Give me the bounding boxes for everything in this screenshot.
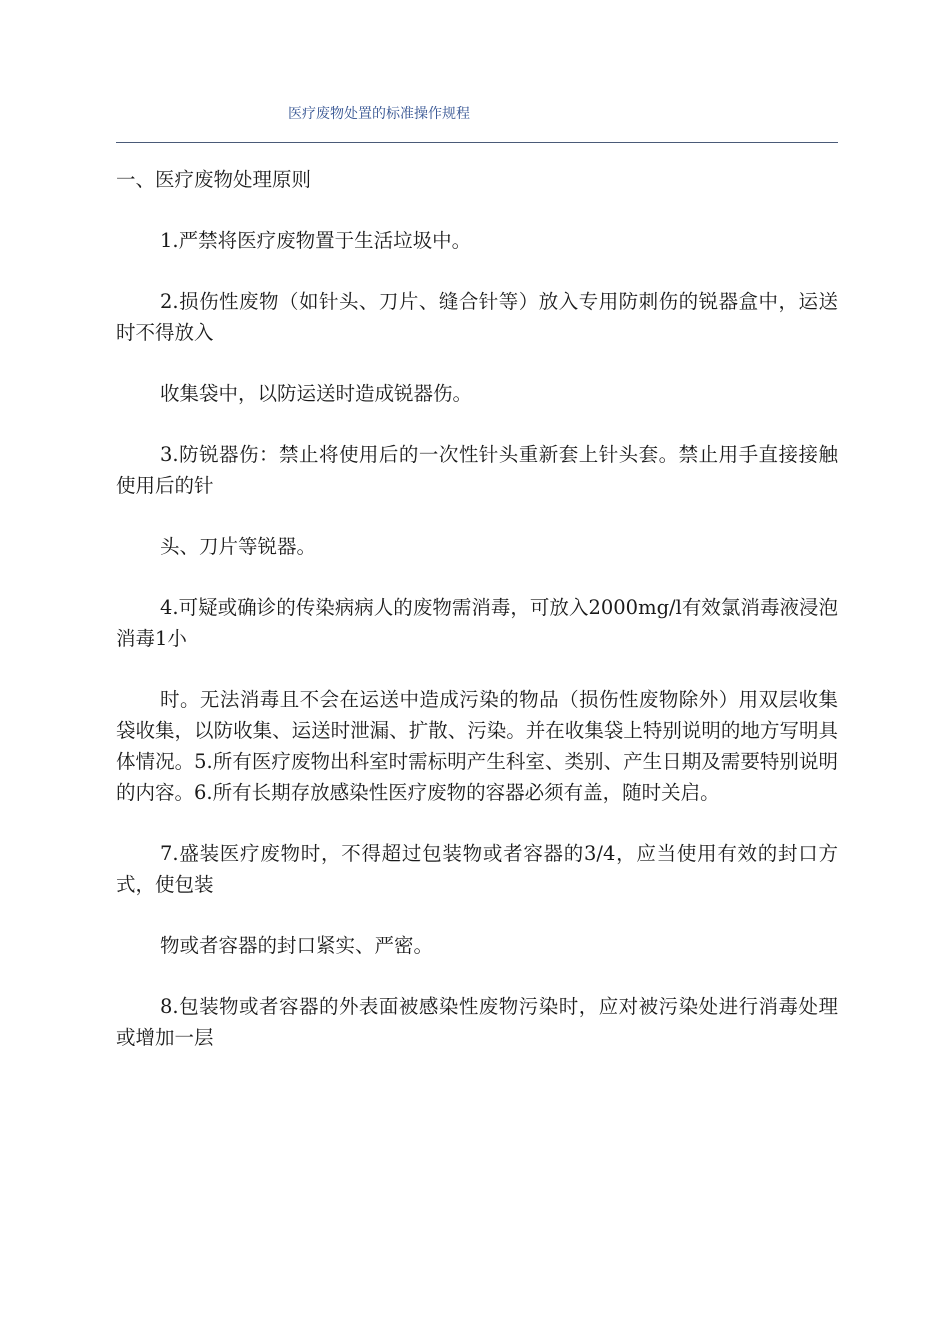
document-header-title: 医疗废物处置的标准操作规程 [288, 106, 470, 122]
paragraph: 时。无法消毒且不会在运送中造成污染的物品（损伤性废物除外）用双层收集袋收集，以防收集、运送时泄漏、扩散、污染。并在收集袋上特别说明的地方写明具体情况。5.所有医疗废物出科室时需标明产生科室、类别、产生日期及需要特别说明的内容。6.所有长期存放感染性医疗废物的容器必须有盖，随时关启。 [116, 688, 838, 804]
paragraph: 头、刀片等锐器。 [160, 535, 317, 558]
paragraph: 物或者容器的封口紧实、严密。 [160, 934, 434, 957]
document-body [116, 164, 838, 1083]
paragraph: 4.可疑或确诊的传染病病人的废物需消毒，可放入2000mg/l有效氯消毒液浸泡消毒1小 [116, 596, 838, 650]
header-divider [116, 142, 838, 143]
paragraph: 7.盛装医疗废物时，不得超过包装物或者容器的3/4，应当使用有效的封口方式，使包装 [116, 842, 838, 896]
paragraph: 2.损伤性废物（如针头、刀片、缝合针等）放入专用防刺伤的锐器盒中，运送时不得放入 [116, 290, 838, 344]
paragraph: 8.包装物或者容器的外表面被感染性废物污染时，应对被污染处进行消毒处理或增加一层 [116, 995, 838, 1049]
paragraph: 3.防锐器伤：禁止将使用后的一次性针头重新套上针头套。禁止用手直接接触使用后的针 [116, 443, 838, 497]
section-heading: 一、医疗废物处理原则 [116, 168, 312, 191]
paragraph: 收集袋中，以防运送时造成锐器伤。 [160, 382, 473, 405]
paragraph: 1.严禁将医疗废物置于生活垃圾中。 [160, 229, 472, 252]
